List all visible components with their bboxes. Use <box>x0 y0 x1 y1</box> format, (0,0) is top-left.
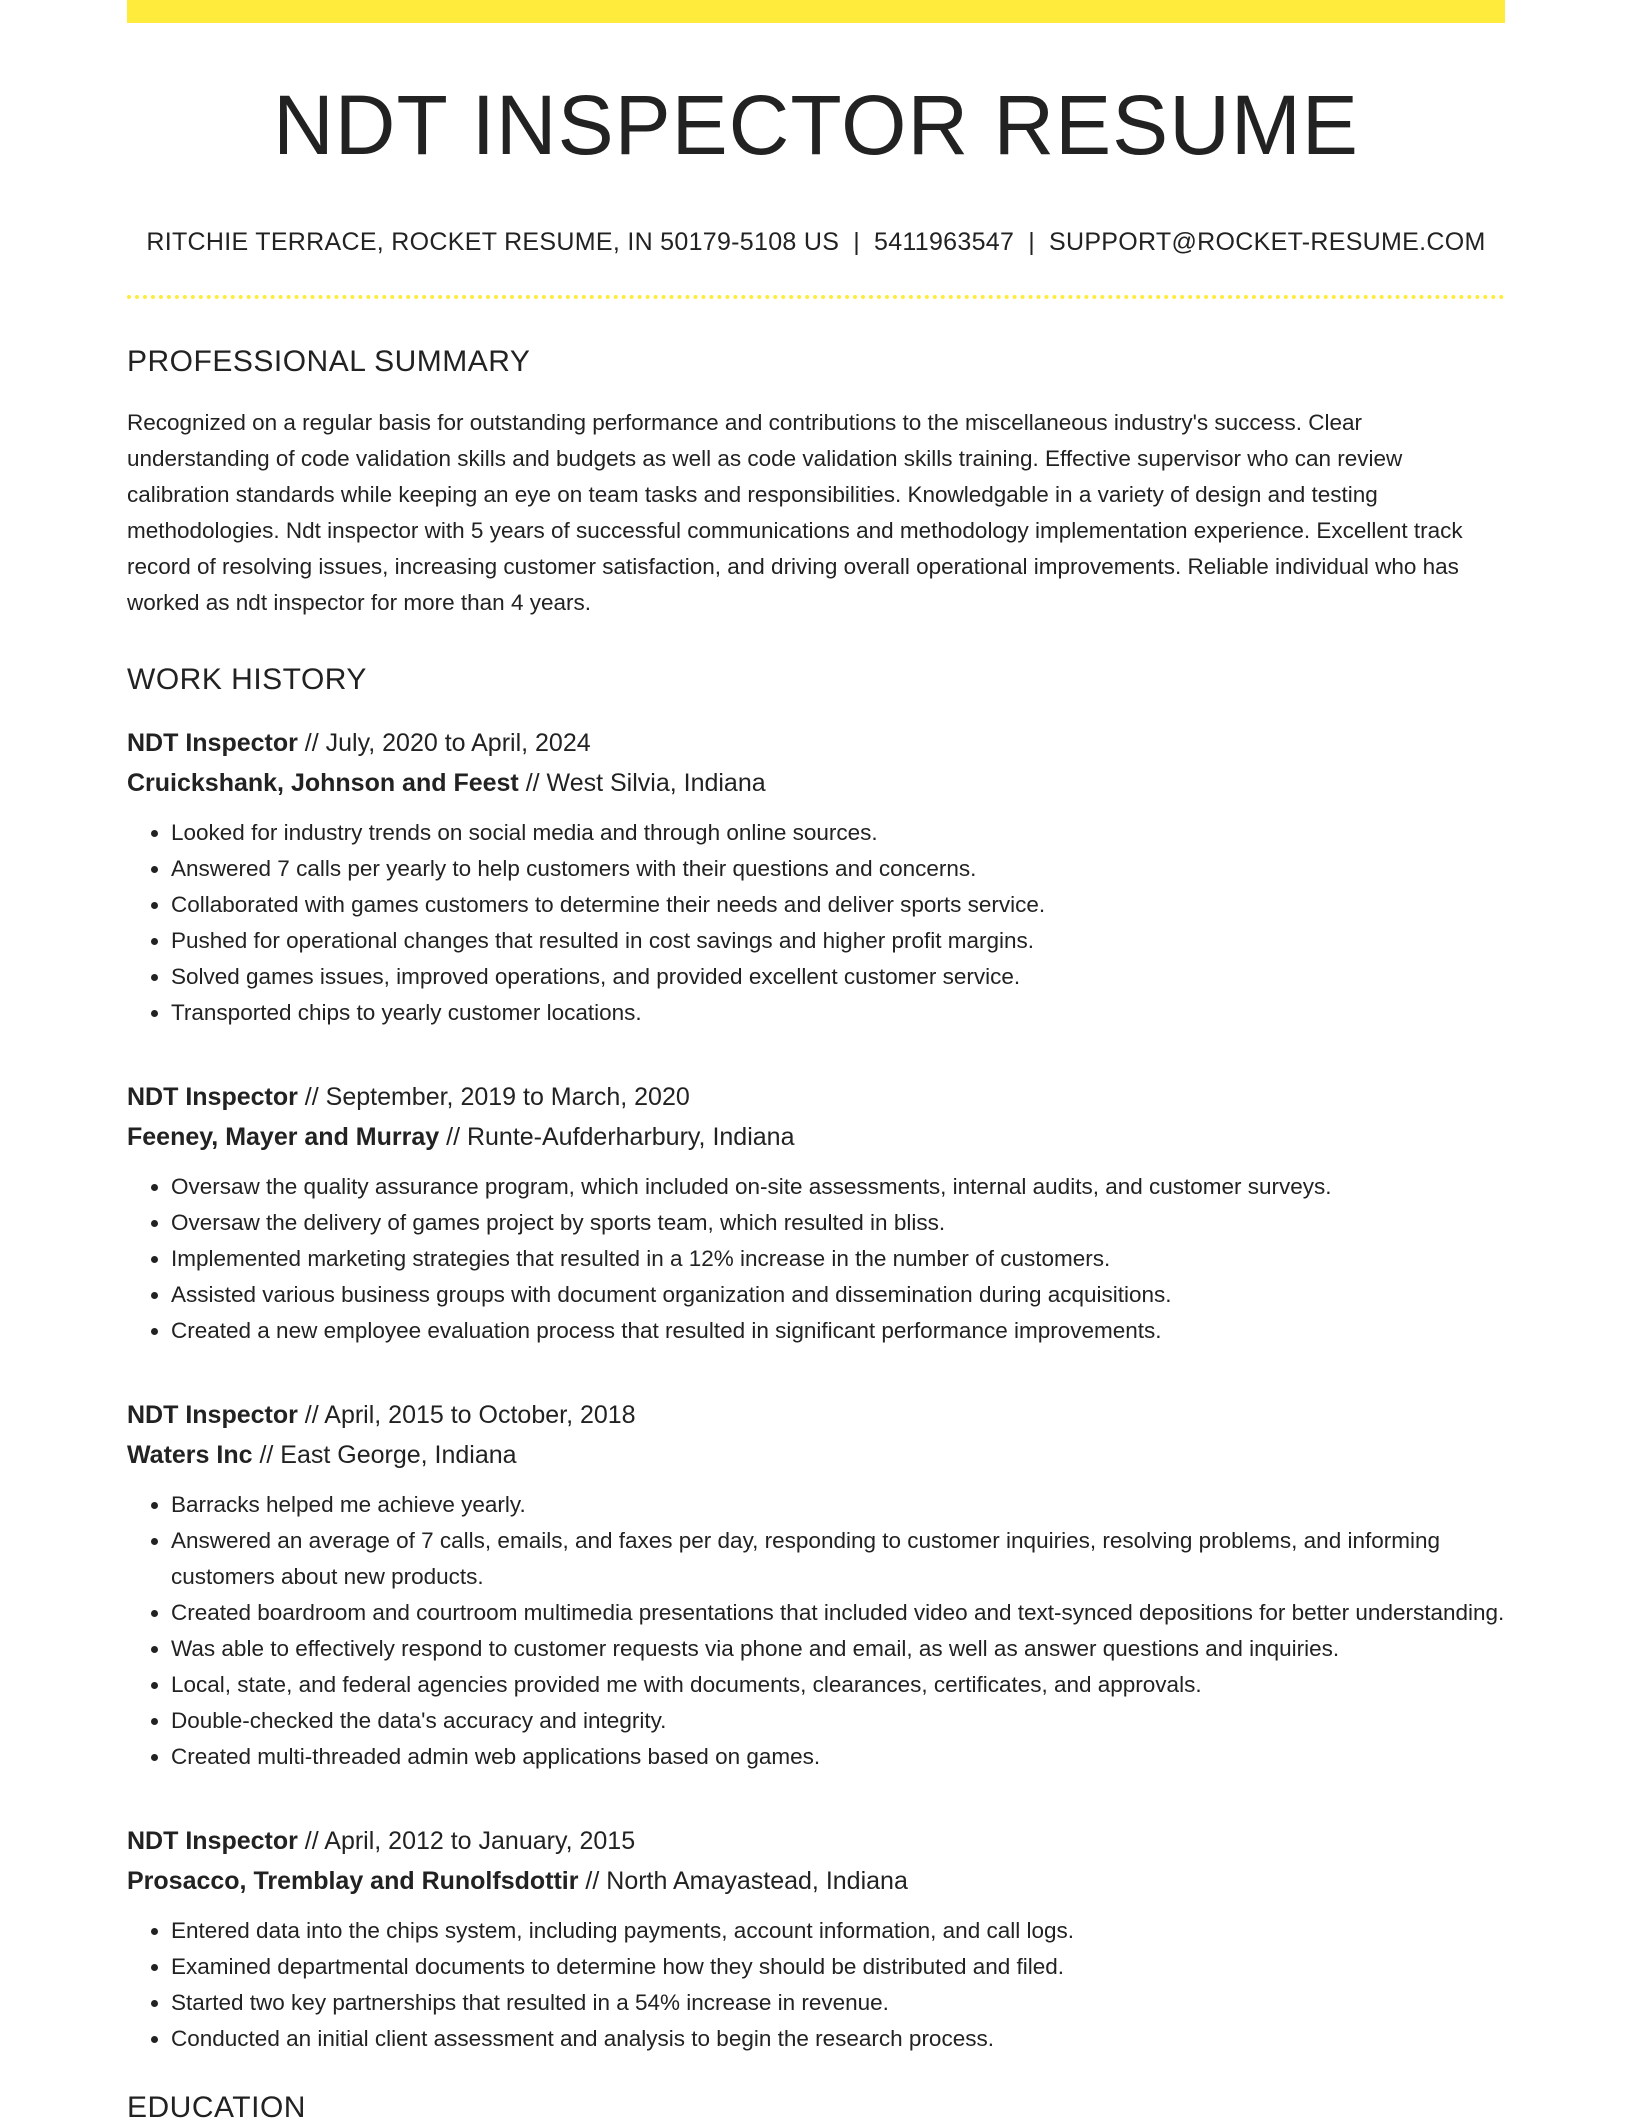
contact-address: RITCHIE TERRACE, ROCKET RESUME, IN 50179-5108 US <box>146 228 840 256</box>
contact-email: SUPPORT@ROCKET-RESUME.COM <box>1048 228 1486 256</box>
job-bullet: • Answered 7 calls per yearly to help customers with their questions and concerns. <box>171 851 1505 887</box>
job-title: NDT Inspector <box>127 1827 298 1855</box>
job-bullet: • Oversaw the quality assurance program, which included on-site assessments, internal audits, and customer surveys. <box>171 1169 1505 1205</box>
job-location: // West Silvia, Indiana <box>518 769 766 797</box>
job-title: NDT Inspector <box>127 729 298 757</box>
job-location: // Runte-Aufderharbury, Indiana <box>439 1123 795 1151</box>
job-bullet: • Double-checked the data's accuracy and integrity. <box>171 1703 1505 1739</box>
job-dates: // April, 2015 to October, 2018 <box>297 1401 636 1429</box>
job-company-line <box>127 1117 1505 1157</box>
job-bullet-list <box>127 1169 1505 1349</box>
job-bullet-list <box>127 1487 1505 1775</box>
job-company-line <box>127 1435 1505 1475</box>
job-bullet: • Created multi-threaded admin web applications based on games. <box>171 1739 1505 1775</box>
job-company: Prosacco, Tremblay and Runolfsdottir <box>127 1867 579 1895</box>
job-company-line <box>127 1861 1505 1901</box>
job-bullet: • Created a new employee evaluation process that resulted in significant performance improvements. <box>171 1313 1505 1349</box>
job-bullet: • Entered data into the chips system, including payments, account information, and call logs. <box>171 1913 1505 1949</box>
job-bullet: • Conducted an initial client assessment and analysis to begin the research process. <box>171 2021 1505 2057</box>
job-entry <box>127 1821 1505 2057</box>
job-location: // East George, Indiana <box>252 1441 517 1469</box>
work-history-heading: WORK HISTORY <box>127 663 367 696</box>
job-bullet: • Implemented marketing strategies that resulted in a 12% increase in the number of customers. <box>171 1241 1505 1277</box>
job-title-line <box>127 1821 1505 1861</box>
job-bullet: • Barracks helped me achieve yearly. <box>171 1487 1505 1523</box>
job-bullet: • Solved games issues, improved operations, and provided excellent customer service. <box>171 959 1505 995</box>
resume-title: NDT INSPECTOR RESUME <box>273 78 1359 172</box>
job-bullet: • Created boardroom and courtroom multimedia presentations that included video and text-synced depositions for better understanding. <box>171 1595 1505 1631</box>
contact-separator: | <box>853 228 860 256</box>
job-entry <box>127 1077 1505 1349</box>
job-entry <box>127 723 1505 1031</box>
resume-page <box>127 0 1505 2125</box>
education-heading: EDUCATION <box>127 2091 306 2124</box>
job-title: NDT Inspector <box>127 1083 298 1111</box>
job-title-line <box>127 1395 1505 1435</box>
contact-separator: | <box>1028 228 1035 256</box>
dotted-divider <box>127 295 1505 299</box>
job-company: Feeney, Mayer and Murray <box>127 1123 440 1151</box>
summary-heading: PROFESSIONAL SUMMARY <box>127 345 531 378</box>
work-history-list <box>127 723 1505 2057</box>
job-company-line <box>127 763 1505 803</box>
job-dates: // July, 2020 to April, 2024 <box>297 729 591 757</box>
job-title: NDT Inspector <box>127 1401 298 1429</box>
job-bullet: • Collaborated with games customers to determine their needs and deliver sports service. <box>171 887 1505 923</box>
accent-top-bar <box>127 0 1505 23</box>
job-entry <box>127 1395 1505 1775</box>
job-bullet-list <box>127 1913 1505 2057</box>
job-company: Cruickshank, Johnson and Feest <box>127 769 519 797</box>
job-bullet: • Looked for industry trends on social media and through online sources. <box>171 815 1505 851</box>
job-title-line <box>127 1077 1505 1117</box>
job-location: // North Amayastead, Indiana <box>578 1867 908 1895</box>
job-bullet: • Was able to effectively respond to customer requests via phone and email, as well as answer questions and inquiries. <box>171 1631 1505 1667</box>
job-bullet: • Oversaw the delivery of games project by sports team, which resulted in bliss. <box>171 1205 1505 1241</box>
job-company: Waters Inc <box>127 1441 253 1469</box>
job-bullet: • Answered an average of 7 calls, emails, and faxes per day, responding to customer inquiries, resolving problems, and informing customers about new products. <box>171 1523 1505 1595</box>
job-bullet: • Pushed for operational changes that resulted in cost savings and higher profit margins. <box>171 923 1505 959</box>
job-dates: // September, 2019 to March, 2020 <box>297 1083 690 1111</box>
job-bullet-list <box>127 815 1505 1031</box>
job-bullet: • Started two key partnerships that resulted in a 54% increase in revenue. <box>171 1985 1505 2021</box>
contact-phone: 5411963547 <box>874 228 1015 256</box>
job-bullet: • Assisted various business groups with document organization and dissemination during acquisitions. <box>171 1277 1505 1313</box>
job-bullet: • Local, state, and federal agencies provided me with documents, clearances, certificates, and approvals. <box>171 1667 1505 1703</box>
job-dates: // April, 2012 to January, 2015 <box>297 1827 636 1855</box>
contact-line <box>127 227 1505 257</box>
job-bullet: • Examined departmental documents to determine how they should be distributed and filed. <box>171 1949 1505 1985</box>
summary-text: Recognized on a regular basis for outstanding performance and contributions to the miscellaneous industry's success. Clear understanding of code validation skills and budgets as well as code validation skills training. Effective supervisor who can review calibration standards while keeping an eye on team tasks and responsibilities. Knowledgable in a variety of design and testing methodologies. Ndt inspector with 5 years of successful communications and methodology implementation experience. Excellent track record of resolving issues, increasing customer satisfaction, and driving overall operational improvements. Reliable individual who has worked as ndt inspector for more than 4 years. <box>127 410 1463 615</box>
job-title-line <box>127 723 1505 763</box>
job-bullet: • Transported chips to yearly customer locations. <box>171 995 1505 1031</box>
